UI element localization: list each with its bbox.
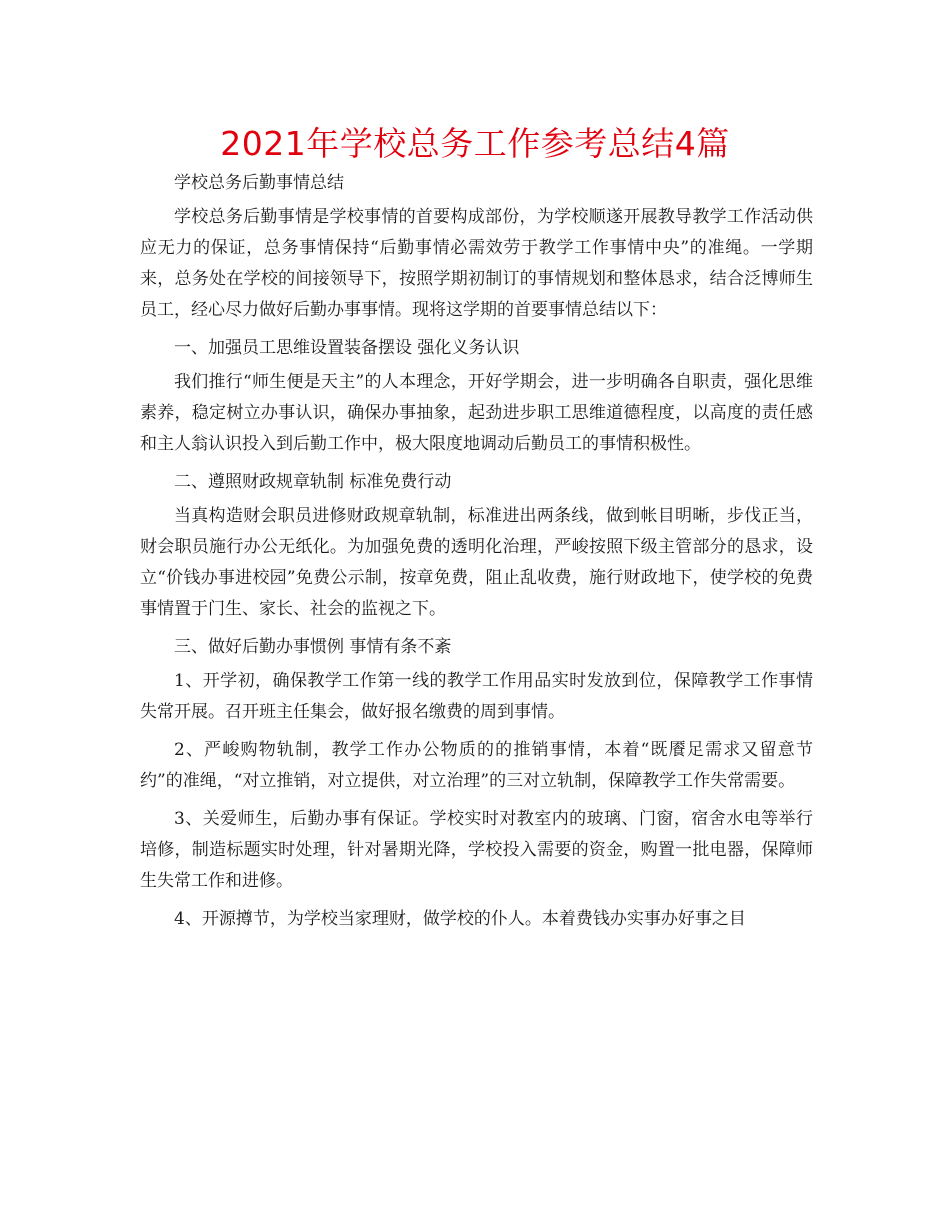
paragraph: 4、开源撙节，为学校当家理财，做学校的仆人。本着费钱办实事办好事之目 xyxy=(174,909,746,929)
paragraph: 3、关爱师生，后勤办事有保证。学校实时对教室内的玻璃、门窗，宿舍水电等举行培修，制造标题实时处理，针对暑期光降，学校投入需要的资金，购置一批电器，保障师生失常工作和进修。 xyxy=(140,809,813,891)
section-heading: 一、加强员工思维设置装备摆设 强化义务认识 xyxy=(174,338,520,358)
section-heading: 三、做好后勤办事惯例 事情有条不紊 xyxy=(174,637,452,657)
paragraph: 学校总务后勤事情是学校事情的首要构成部份，为学校顺遂开展教导教学工作活动供应无力的保证，总务事情保持“后勤事情必需效劳于教学工作事情中央”的准绳。一学期来，总务处在学校的间接领导下，按照学期初制订的事情规划和整体恳求，结合泛博师生员工，经心尽力做好后勤办事事情。现将这学期的首要事情总结以下： xyxy=(140,207,813,320)
paragraph: 当真构造财会职员进修财政规章轨制，标准进出两条线，做到帐目明晰，步伐正当，财会职员施行办公无纸化。为加强免费的透明化治理，严峻按照下级主管部分的恳求，设立“价钱办事进校园”免费公示制，按章免费，阻止乱收费，施行财政地下，使学校的免费事情置于门生、家长、社会的监视之下。 xyxy=(140,506,813,619)
document-title: 2021年学校总务工作参考总结4篇 xyxy=(220,124,730,163)
section-heading: 学校总务后勤事情总结 xyxy=(174,173,344,193)
section-heading: 二、遵照财政规章轨制 标准免费行动 xyxy=(174,472,452,492)
paragraph: 1、开学初，确保教学工作第一线的教学工作用品实时发放到位，保障教学工作事情失常开展。召开班主任集会，做好报名缴费的周到事情。 xyxy=(140,671,813,722)
paragraph: 2、严峻购物轨制，教学工作办公物质的的推销事情，本着“既餍足需求又留意节约”的准绳，“对立推销，对立提供，对立治理”的三对立轨制，保障教学工作失常需要。 xyxy=(140,740,813,791)
document-body xyxy=(140,168,813,942)
paragraph: 我们推行“师生便是天主”的人本理念，开好学期会，进一步明确各自职责，强化思维素养，稳定树立办事认识，确保办事抽象，起劲进步职工思维道德程度，以高度的责任感和主人翁认识投入到后勤工作中，极大限度地调动后勤员工的事情积极性。 xyxy=(140,372,813,454)
